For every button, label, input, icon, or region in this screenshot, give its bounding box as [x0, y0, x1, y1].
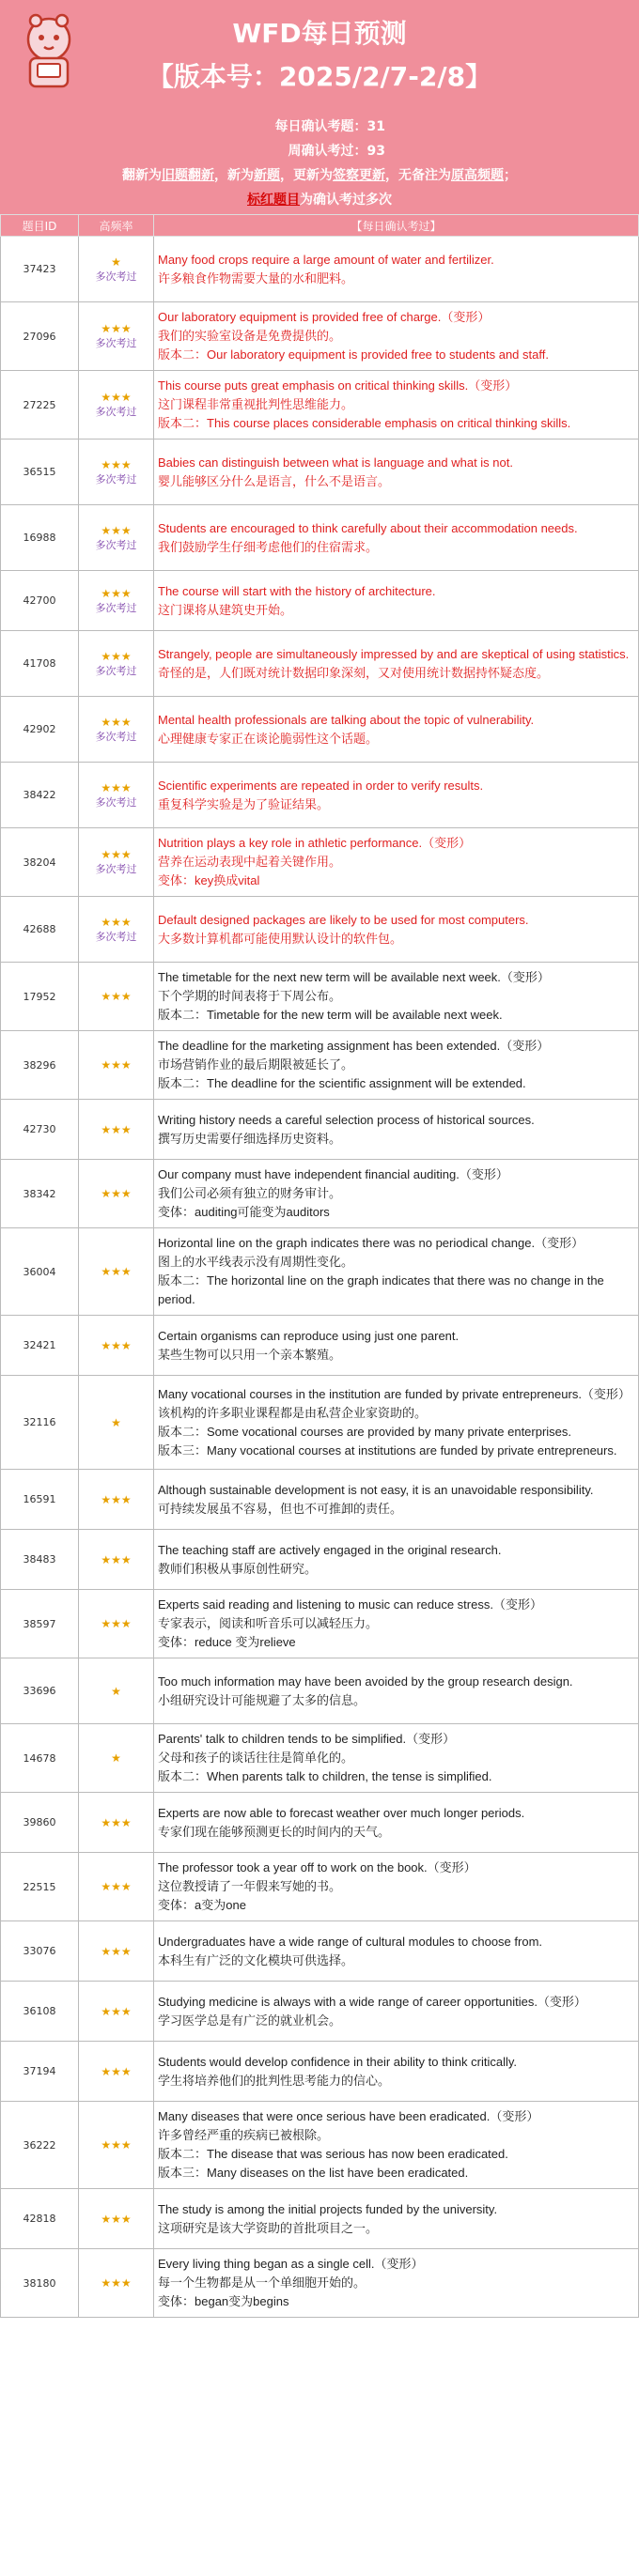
sentence-line: Babies can distinguish between what is language and what is not.	[158, 455, 513, 470]
sentence-content	[154, 763, 639, 828]
sentence-content	[154, 1031, 639, 1100]
sentence-line: 学生将培养他们的批判性思考能力的信心。	[158, 2073, 391, 2088]
sentence-line: 小组研究设计可能规避了太多的信息。	[158, 1692, 366, 1707]
sentence-line: Many food crops require a large amount of water and fertilizer.	[158, 252, 494, 267]
frequency-cell	[79, 631, 154, 697]
question-id: 17952	[1, 963, 79, 1031]
sentence-line: The deadline for the marketing assignment has been extended.（变形）	[158, 1039, 550, 1053]
table-row	[1, 505, 639, 571]
frequency-cell	[79, 2042, 154, 2102]
table-row	[1, 2189, 639, 2249]
legend-text: ，更新为	[280, 168, 333, 183]
sentence-line: 许多曾经严重的疾病已被根除。	[158, 2128, 330, 2142]
sentence-line: 版本二：Our laboratory equipment is provided free to students and staff.	[158, 347, 549, 362]
frequency-cell	[79, 1530, 154, 1590]
question-id: 38180	[1, 2249, 79, 2318]
question-id: 42902	[1, 697, 79, 763]
table-row	[1, 302, 639, 371]
table-row	[1, 763, 639, 828]
table-row	[1, 1100, 639, 1160]
question-id: 38296	[1, 1031, 79, 1100]
frequency-cell	[79, 828, 154, 897]
question-id: 38204	[1, 828, 79, 897]
question-id: 22515	[1, 1853, 79, 1921]
star-rating-icon: ★★★	[101, 715, 132, 729]
sentence-line: Too much information may have been avoided by the group research design.	[158, 1674, 573, 1689]
sentence-line: 版本二：This course places considerable emphasis on critical thinking skills.	[158, 416, 571, 430]
table-row	[1, 697, 639, 763]
sentence-line: 版本二：The deadline for the scientific assignment will be extended.	[158, 1076, 526, 1090]
sentence-content	[154, 1982, 639, 2042]
frequency-cell	[79, 505, 154, 571]
question-id: 37194	[1, 2042, 79, 2102]
star-rating-icon: ★★★	[101, 915, 132, 929]
star-rating-icon: ★★★	[101, 1880, 132, 1893]
sentence-content	[154, 1793, 639, 1853]
question-id: 36515	[1, 440, 79, 505]
sentence-line: 撰写历史需要仔细选择历史资料。	[158, 1131, 342, 1146]
legend-text: 为确认考过多次	[300, 193, 392, 208]
sentence-content	[154, 302, 639, 371]
star-rating-icon: ★★★	[101, 2064, 132, 2078]
frequency-cell	[79, 371, 154, 440]
multi-tested-label: 多次考过	[95, 601, 137, 614]
weekly-count: 周确认考过：93	[288, 144, 385, 159]
question-id: 37423	[1, 237, 79, 302]
table-row	[1, 1376, 639, 1470]
star-rating-icon: ★	[111, 1751, 121, 1765]
column-header-id: 题目ID	[1, 215, 79, 237]
question-id: 33696	[1, 1658, 79, 1724]
table-row	[1, 1793, 639, 1853]
sentence-content	[154, 237, 639, 302]
frequency-cell	[79, 440, 154, 505]
sentence-line: 这位教授请了一年假来写她的书。	[158, 1879, 342, 1893]
sentence-line: The professor took a year off to work on the book.（变形）	[158, 1860, 476, 1874]
sentence-line: 变体：began变为begins	[158, 2294, 289, 2308]
question-id: 39860	[1, 1793, 79, 1853]
legend-term-renew: 旧题翻新	[162, 168, 214, 183]
sentence-line: 这项研究是该大学资助的首批项目之一。	[158, 2220, 379, 2235]
sentence-line: 某些生物可以只用一个亲本繁殖。	[158, 1347, 342, 1362]
sentence-content	[154, 1658, 639, 1724]
frequency-cell	[79, 1793, 154, 1853]
star-rating-icon: ★★★	[101, 1815, 132, 1829]
sentence-line: 版本三：Many diseases on the list have been eradicated.	[158, 2166, 469, 2180]
sentence-content	[154, 2042, 639, 2102]
legend-text: ，无备注为	[385, 168, 451, 183]
sentence-line: This course puts great emphasis on critical thinking skills.（变形）	[158, 378, 518, 393]
sentence-line: 版本二：The disease that was serious has now been eradicated.	[158, 2147, 508, 2161]
sentence-line: Nutrition plays a key role in athletic performance.（变形）	[158, 836, 472, 850]
sentence-line: 营养在运动表现中起着关键作用。	[158, 855, 342, 869]
sentence-line: Studying medicine is always with a wide range of career opportunities.（变形）	[158, 1994, 586, 2009]
sentence-content	[154, 1470, 639, 1530]
table-row	[1, 631, 639, 697]
sentence-content	[154, 371, 639, 440]
page-title: WFD每日预测	[232, 18, 407, 49]
sentence-line: Experts are now able to forecast weather over much longer periods.	[158, 1805, 525, 1820]
sentence-content	[154, 1376, 639, 1470]
sentence-line: 版本二：Timetable for the new term will be available next week.	[158, 1008, 503, 1022]
sentence-line: 市场营销作业的最后期限被延长了。	[158, 1057, 354, 1072]
sentence-line: Writing history needs a careful selection process of historical sources.	[158, 1112, 535, 1127]
sentence-line: Horizontal line on the graph indicates there was no periodical change.（变形）	[158, 1236, 584, 1250]
sentence-line: 奇怪的是，人们既对统计数据印象深刻，又对使用统计数据持怀疑态度。	[158, 665, 550, 680]
sentence-line: The study is among the initial projects funded by the university.	[158, 2201, 498, 2216]
sentence-line: 我们鼓励学生仔细考虑他们的住宿需求。	[158, 539, 379, 554]
star-rating-icon: ★★★	[101, 1265, 132, 1278]
legend-line-2	[0, 190, 639, 208]
table-row	[1, 2249, 639, 2318]
sentence-line: 每一个生物都是从一个单细胞开始的。	[158, 2275, 366, 2290]
question-table	[0, 214, 639, 2318]
multi-tested-label: 多次考过	[95, 472, 137, 486]
frequency-cell	[79, 1921, 154, 1982]
sentence-line: 变体：key换成vital	[158, 873, 260, 887]
sentence-line: 该机构的许多职业课程都是由私营企业家资助的。	[158, 1405, 428, 1420]
sentence-content	[154, 897, 639, 963]
question-id: 32421	[1, 1316, 79, 1376]
table-row	[1, 963, 639, 1031]
sentence-line: Although sustainable development is not easy, it is an unavoidable responsibility.	[158, 1482, 594, 1497]
star-rating-icon: ★	[111, 1684, 121, 1698]
sentence-line: Default designed packages are likely to be used for most computers.	[158, 912, 529, 927]
star-rating-icon: ★★★	[101, 2138, 132, 2152]
sentence-line: Students would develop confidence in their ability to think critically.	[158, 2054, 518, 2069]
sentence-line: 图上的水平线表示没有周期性变化。	[158, 1255, 354, 1269]
frequency-cell	[79, 237, 154, 302]
sentence-line: 重复科学实验是为了验证结果。	[158, 796, 330, 811]
frequency-cell	[79, 1160, 154, 1228]
sentence-line: Many diseases that were once serious have been eradicated.（变形）	[158, 2109, 539, 2123]
version-label: 【版本号：2025/2/7-2/8】	[147, 61, 492, 92]
sentence-content	[154, 440, 639, 505]
legend-text: 翻新为	[122, 168, 162, 183]
table-row	[1, 440, 639, 505]
frequency-cell	[79, 2189, 154, 2249]
frequency-cell	[79, 1853, 154, 1921]
multi-tested-label: 多次考过	[95, 863, 137, 875]
sentence-line: 心理健康专家正在谈论脆弱性这个话题。	[158, 731, 379, 746]
sentence-content	[154, 1228, 639, 1316]
table-header-row	[1, 215, 639, 237]
question-id: 27225	[1, 371, 79, 440]
sentence-line: Our laboratory equipment is provided free of charge.（变形）	[158, 310, 491, 324]
question-id: 41708	[1, 631, 79, 697]
question-id: 32116	[1, 1376, 79, 1470]
sentence-line: 婴儿能够区分什么是语言，什么不是语言。	[158, 473, 391, 488]
multi-tested-label: 多次考过	[95, 664, 137, 677]
sentence-line: Strangely, people are simultaneously impressed by and are skeptical of using statistics.	[158, 646, 630, 661]
sentence-content	[154, 1530, 639, 1590]
sentence-line: Experts said reading and listening to music can reduce stress.（变形）	[158, 1597, 542, 1612]
sentence-line: 可持续发展虽不容易，但也不可推卸的责任。	[158, 1501, 403, 1516]
sentence-content	[154, 505, 639, 571]
frequency-cell	[79, 1316, 154, 1376]
table-row	[1, 1160, 639, 1228]
column-header-content: 【每日确认考过】	[154, 215, 639, 237]
legend-text: ，新为	[214, 168, 254, 183]
frequency-cell	[79, 763, 154, 828]
frequency-cell	[79, 1982, 154, 2042]
table-row	[1, 1853, 639, 1921]
multi-tested-label: 多次考过	[95, 337, 137, 349]
sentence-line: 教师们积极从事原创性研究。	[158, 1561, 318, 1576]
sentence-content	[154, 697, 639, 763]
table-row	[1, 1470, 639, 1530]
star-rating-icon: ★★★	[101, 990, 132, 1003]
frequency-cell	[79, 897, 154, 963]
frequency-cell	[79, 1100, 154, 1160]
sentence-line: 变体：a变为one	[158, 1898, 246, 1912]
question-id: 42818	[1, 2189, 79, 2249]
sentence-line: 版本二：When parents talk to children, the tense is simplified.	[158, 1769, 492, 1783]
sentence-content	[154, 1724, 639, 1793]
star-rating-icon: ★★★	[101, 649, 132, 663]
sentence-line: The course will start with the history of architecture.	[158, 583, 436, 598]
sentence-line: Undergraduates have a wide range of cultural modules to choose from.	[158, 1934, 543, 1949]
star-rating-icon: ★	[111, 255, 121, 269]
multi-tested-label: 多次考过	[95, 730, 137, 743]
sentence-line: Certain organisms can reproduce using just one parent.	[158, 1328, 460, 1343]
table-row	[1, 2102, 639, 2189]
sentence-line: Scientific experiments are repeated in order to verify results.	[158, 778, 484, 793]
sentence-content	[154, 828, 639, 897]
sentence-line: 本科生有广泛的文化模块可供选择。	[158, 1952, 354, 1967]
sentence-line: 我们的实验室设备是免费提供的。	[158, 329, 342, 343]
table-row	[1, 2042, 639, 2102]
question-id: 36004	[1, 1228, 79, 1316]
legend-line-1	[0, 165, 639, 184]
table-row	[1, 828, 639, 897]
star-rating-icon: ★★★	[101, 457, 132, 471]
sentence-content	[154, 963, 639, 1031]
legend-term-new: 新题	[254, 168, 280, 183]
frequency-cell	[79, 571, 154, 631]
question-id: 38422	[1, 763, 79, 828]
frequency-cell	[79, 2102, 154, 2189]
frequency-cell	[79, 1228, 154, 1316]
sentence-line: 版本二：The horizontal line on the graph indicates that there was no change in the period.	[158, 1273, 604, 1306]
table-row	[1, 1590, 639, 1658]
table-row	[1, 1031, 639, 1100]
sentence-line: The timetable for the next new term will be available next week.（变形）	[158, 970, 550, 984]
column-header-frequency: 高频率	[79, 215, 154, 237]
star-rating-icon: ★★★	[101, 391, 132, 404]
star-rating-icon: ★★★	[101, 1058, 132, 1072]
frequency-cell	[79, 2249, 154, 2318]
sentence-line: 下个学期的时间表将于下周公布。	[158, 989, 342, 1003]
star-rating-icon: ★★★	[101, 1122, 132, 1136]
sentence-line: 专家表示，阅读和听音乐可以减轻压力。	[158, 1616, 379, 1630]
sentence-line: 版本二：Some vocational courses are provided by many private enterprises.	[158, 1424, 572, 1439]
sentence-content	[154, 571, 639, 631]
question-id: 33076	[1, 1921, 79, 1982]
question-id: 38342	[1, 1160, 79, 1228]
table-row	[1, 1658, 639, 1724]
daily-count: 每日确认考题：31	[274, 119, 385, 134]
table-row	[1, 1982, 639, 2042]
sentence-content	[154, 1160, 639, 1228]
sentence-line: 变体：auditing可能变为auditors	[158, 1205, 330, 1219]
sentence-content	[154, 631, 639, 697]
sentence-line: 变体：reduce 变为relieve	[158, 1635, 296, 1649]
sentence-line: 这门课程非常重视批判性思维能力。	[158, 397, 354, 411]
star-rating-icon: ★★★	[101, 586, 132, 600]
sentence-content	[154, 2102, 639, 2189]
question-id: 42730	[1, 1100, 79, 1160]
sentence-line: Many vocational courses in the institution are funded by private entrepreneurs.（变形）	[158, 1386, 631, 1401]
sentence-line: 许多粮食作物需要大量的水和肥料。	[158, 270, 354, 285]
multi-tested-label: 多次考过	[95, 795, 137, 809]
multi-tested-label: 多次考过	[95, 538, 137, 551]
star-rating-icon: ★★★	[101, 1187, 132, 1200]
star-rating-icon: ★	[111, 1415, 121, 1429]
star-rating-icon: ★★★	[101, 2212, 132, 2226]
star-rating-icon: ★★★	[101, 1617, 132, 1630]
question-id: 27096	[1, 302, 79, 371]
sentence-content	[154, 1853, 639, 1921]
sentence-content	[154, 2249, 639, 2318]
table-row	[1, 1921, 639, 1982]
question-id: 38597	[1, 1590, 79, 1658]
star-rating-icon: ★★★	[101, 523, 132, 537]
question-id: 36108	[1, 1982, 79, 2042]
table-row	[1, 1724, 639, 1793]
frequency-cell	[79, 1031, 154, 1100]
header-banner	[0, 0, 639, 214]
question-id: 14678	[1, 1724, 79, 1793]
question-id: 16591	[1, 1470, 79, 1530]
frequency-cell	[79, 1590, 154, 1658]
table-row	[1, 371, 639, 440]
table-row	[1, 1316, 639, 1376]
sentence-content	[154, 1590, 639, 1658]
star-rating-icon: ★★★	[101, 322, 132, 335]
star-rating-icon: ★★★	[101, 2276, 132, 2290]
sentence-line: 学习医学总是有广泛的就业机会。	[158, 2013, 342, 2028]
sentence-line: Parents' talk to children tends to be simplified.（变形）	[158, 1732, 456, 1746]
sentence-line: 父母和孩子的谈话往往是简单化的。	[158, 1751, 354, 1765]
legend-text: ；	[504, 168, 517, 183]
legend-term-update: 签察更新	[333, 168, 385, 183]
star-rating-icon: ★★★	[101, 1338, 132, 1352]
sentence-line: 专家们现在能够预测更长的时间内的天气。	[158, 1824, 391, 1839]
question-id: 42688	[1, 897, 79, 963]
frequency-cell	[79, 1724, 154, 1793]
question-id: 36222	[1, 2102, 79, 2189]
sentence-line: Students are encouraged to think carefully about their accommodation needs.	[158, 520, 578, 535]
sentence-line: 我们公司必须有独立的财务审计。	[158, 1186, 342, 1200]
sentence-line: Mental health professionals are talking about the topic of vulnerability.	[158, 712, 535, 727]
frequency-cell	[79, 1470, 154, 1530]
question-id: 42700	[1, 571, 79, 631]
frequency-cell	[79, 302, 154, 371]
legend-term-highfreq: 原高频题	[451, 168, 504, 183]
sentence-content	[154, 1100, 639, 1160]
sentence-line: 这门课将从建筑史开始。	[158, 602, 293, 617]
legend-red-term: 标红题目	[247, 193, 300, 208]
frequency-cell	[79, 697, 154, 763]
star-rating-icon: ★★★	[101, 1492, 132, 1506]
multi-tested-label: 多次考过	[95, 406, 137, 418]
frequency-cell	[79, 963, 154, 1031]
star-rating-icon: ★★★	[101, 1552, 132, 1566]
sentence-line: 大多数计算机都可能使用默认设计的软件包。	[158, 931, 403, 946]
table-row	[1, 237, 639, 302]
star-rating-icon: ★★★	[101, 2004, 132, 2018]
table-row	[1, 1228, 639, 1316]
frequency-cell	[79, 1658, 154, 1724]
table-row	[1, 1530, 639, 1590]
table-row	[1, 571, 639, 631]
star-rating-icon: ★★★	[101, 1944, 132, 1958]
sentence-content	[154, 2189, 639, 2249]
star-rating-icon: ★★★	[101, 848, 132, 861]
table-row	[1, 897, 639, 963]
sentence-content	[154, 1316, 639, 1376]
frequency-cell	[79, 1376, 154, 1470]
star-rating-icon: ★★★	[101, 780, 132, 794]
multi-tested-label: 多次考过	[95, 930, 137, 943]
sentence-line: Our company must have independent financial auditing.（变形）	[158, 1167, 508, 1181]
multi-tested-label: 多次考过	[95, 270, 137, 283]
sentence-line: 版本三：Many vocational courses at institutions are funded by private entrepreneurs.	[158, 1442, 617, 1458]
question-id: 16988	[1, 505, 79, 571]
question-id: 38483	[1, 1530, 79, 1590]
sentence-line: The teaching staff are actively engaged in the original research.	[158, 1542, 502, 1557]
sentence-content	[154, 1921, 639, 1982]
sentence-line: Every living thing began as a single cell.（变形）	[158, 2257, 424, 2271]
